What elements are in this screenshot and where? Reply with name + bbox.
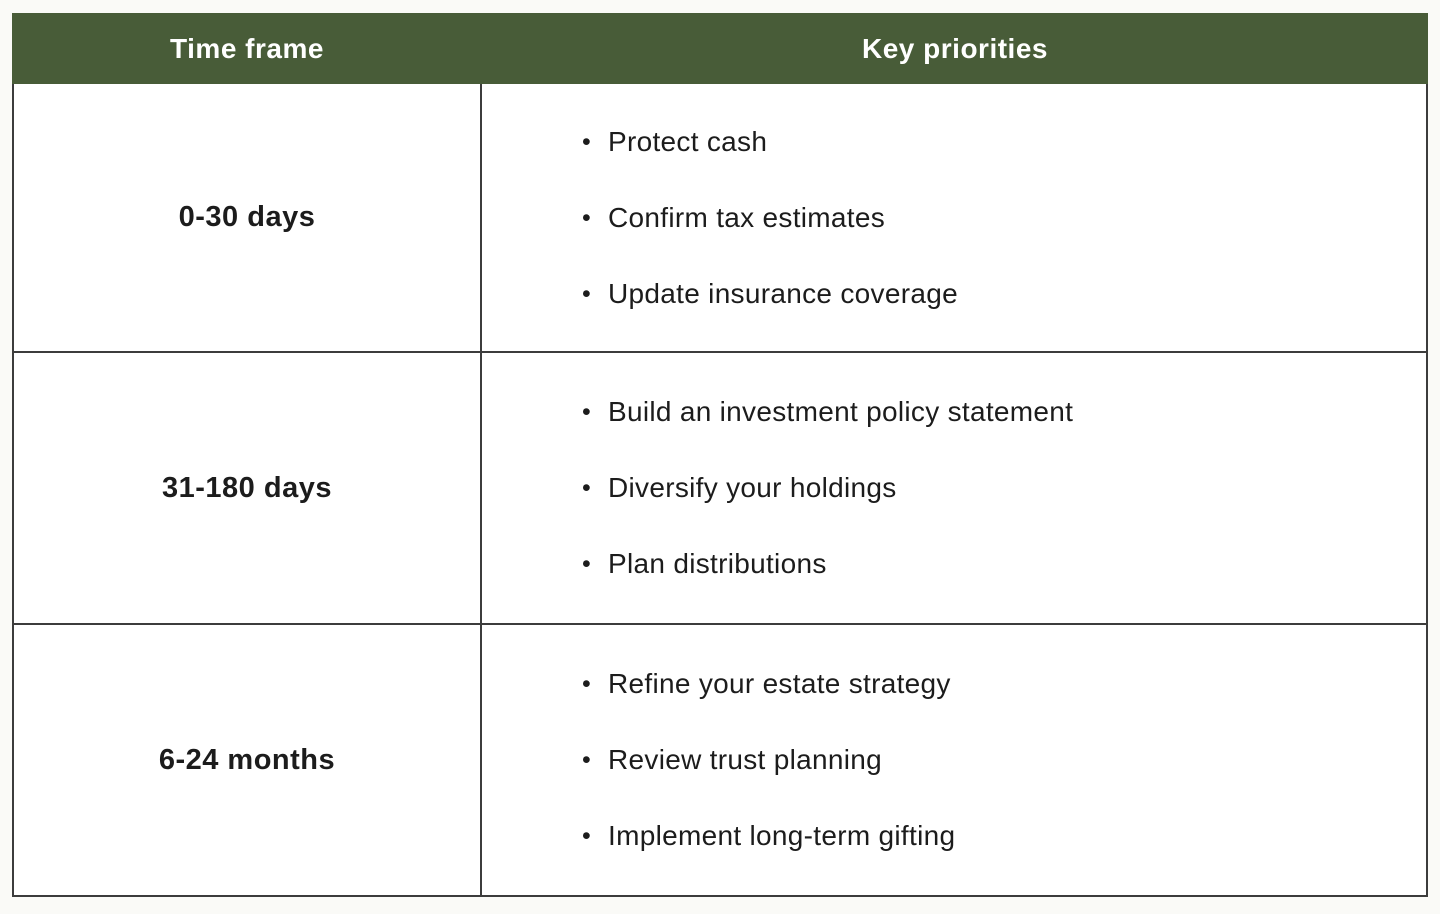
priority-item: • Update insurance coverage: [582, 275, 958, 313]
header-key-priorities: Key priorities: [862, 32, 1048, 64]
priority-item: • Review trust planning: [582, 741, 955, 779]
table-row: [14, 84, 1426, 351]
priority-list: [582, 123, 958, 313]
table-row: [14, 351, 1426, 623]
time-frame-cell: 6-24 months: [14, 625, 482, 895]
time-frame-cell: 31-180 days: [14, 353, 482, 623]
table-header-row: [12, 13, 1428, 84]
priority-list: [582, 393, 1073, 583]
header-time-frame: Time frame: [170, 32, 324, 64]
priority-item: • Plan distributions: [582, 545, 1073, 583]
priority-item: • Diversify your holdings: [582, 469, 1073, 507]
priority-item: • Confirm tax estimates: [582, 199, 958, 237]
priorities-cell: [482, 625, 1426, 895]
priority-item: • Protect cash: [582, 123, 958, 161]
time-frame-cell: 0-30 days: [14, 84, 482, 351]
priorities-table: [12, 13, 1428, 897]
priority-item: • Build an investment policy statement: [582, 393, 1073, 431]
table-body: [12, 84, 1428, 897]
priorities-cell: [482, 84, 1426, 351]
priority-item: • Implement long-term gifting: [582, 817, 955, 855]
priority-item: • Refine your estate strategy: [582, 665, 955, 703]
priority-list: [582, 665, 955, 855]
priorities-cell: [482, 353, 1426, 623]
table-row: [14, 623, 1426, 895]
